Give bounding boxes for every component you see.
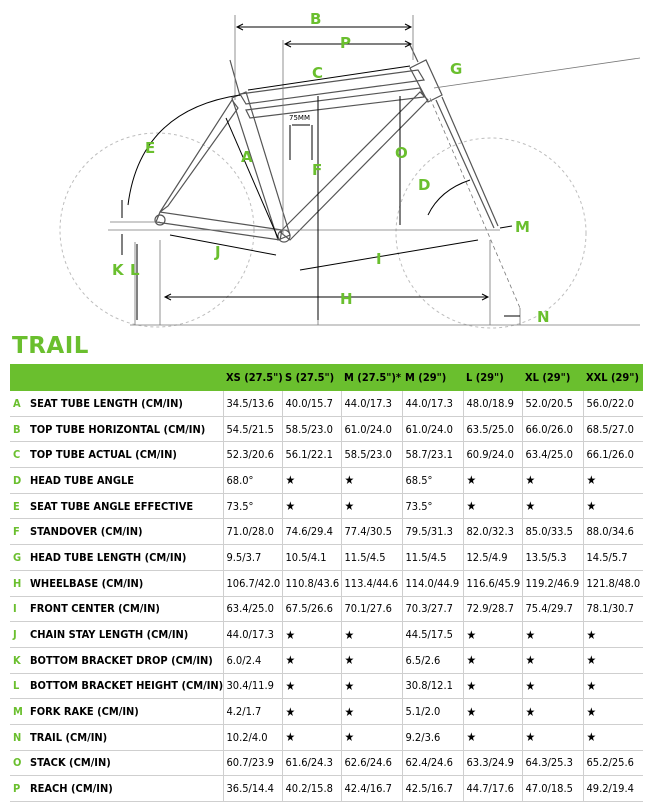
row-value-cell: 68.5/27.0 <box>583 416 643 442</box>
row-value-cell: ★ <box>341 724 402 750</box>
row-value-cell: ★ <box>282 468 341 494</box>
row-value-cell: 42.5/16.7 <box>402 776 463 802</box>
bike-frame <box>155 45 498 242</box>
row-measurement-name: HEAD TUBE ANGLE <box>27 468 223 494</box>
table-row <box>10 545 643 571</box>
label-n: N <box>537 308 550 326</box>
label-c: C <box>312 64 324 82</box>
label-h: H <box>340 290 353 308</box>
front-wheel <box>396 138 586 328</box>
row-value-cell: 42.4/16.7 <box>341 776 402 802</box>
table-row <box>10 750 643 776</box>
row-measurement-name: STACK (CM/IN) <box>27 750 223 776</box>
row-letter: F <box>10 519 27 545</box>
row-value-cell: 74.6/29.4 <box>282 519 341 545</box>
row-value-cell: 61.0/24.0 <box>341 416 402 442</box>
row-letter: I <box>10 596 27 622</box>
table-row <box>10 391 643 416</box>
row-value-cell: 4.2/1.7 <box>223 699 282 725</box>
row-value-cell: ★ <box>463 699 522 725</box>
row-value-cell: 114.0/44.9 <box>402 570 463 596</box>
table-body <box>10 391 643 802</box>
row-value-cell: 5.1/2.0 <box>402 699 463 725</box>
row-value-cell: 58.5/23.0 <box>341 442 402 468</box>
row-measurement-name: REACH (CM/IN) <box>27 776 223 802</box>
row-value-cell: 40.2/15.8 <box>282 776 341 802</box>
row-value-cell: ★ <box>341 622 402 648</box>
row-value-cell: 75.4/29.7 <box>522 596 583 622</box>
row-value-cell: 14.5/5.7 <box>583 545 643 571</box>
row-value-cell: 121.8/48.0 <box>583 570 643 596</box>
row-value-cell: 64.3/25.3 <box>522 750 583 776</box>
header-size-xs: XS (27.5") <box>223 364 282 391</box>
row-value-cell: ★ <box>583 468 643 494</box>
row-value-cell: 52.3/20.6 <box>223 442 282 468</box>
row-measurement-name: TOP TUBE ACTUAL (CM/IN) <box>27 442 223 468</box>
row-value-cell: 34.5/13.6 <box>223 391 282 416</box>
row-value-cell: 116.6/45.9 <box>463 570 522 596</box>
label-i: I <box>376 250 382 268</box>
label-j: J <box>215 243 221 261</box>
row-measurement-name: HEAD TUBE LENGTH (CM/IN) <box>27 545 223 571</box>
row-value-cell: 44.5/17.5 <box>402 622 463 648</box>
row-value-cell: 40.0/15.7 <box>282 391 341 416</box>
table-row <box>10 596 643 622</box>
row-value-cell: 44.0/17.3 <box>341 391 402 416</box>
row-letter: K <box>10 647 27 673</box>
table-row <box>10 647 643 673</box>
row-value-cell: ★ <box>463 673 522 699</box>
row-letter: M <box>10 699 27 725</box>
row-value-cell: 9.2/3.6 <box>402 724 463 750</box>
row-value-cell: 56.1/22.1 <box>282 442 341 468</box>
dimension-note-75mm: 75MM <box>289 114 310 122</box>
row-value-cell: 66.0/26.0 <box>522 416 583 442</box>
row-letter: C <box>10 442 27 468</box>
row-value-cell: ★ <box>341 673 402 699</box>
row-value-cell: ★ <box>522 699 583 725</box>
row-value-cell: 67.5/26.6 <box>282 596 341 622</box>
row-value-cell: ★ <box>282 622 341 648</box>
header-size-xxl: XXL (29") <box>583 364 643 391</box>
row-value-cell: ★ <box>583 724 643 750</box>
row-value-cell: 12.5/4.9 <box>463 545 522 571</box>
row-value-cell: 58.7/23.1 <box>402 442 463 468</box>
row-value-cell: 61.6/24.3 <box>282 750 341 776</box>
table-row <box>10 519 643 545</box>
row-value-cell: ★ <box>583 493 643 519</box>
header-size-m275: M (27.5")* <box>341 364 402 391</box>
table-row <box>10 442 643 468</box>
row-value-cell: 30.4/11.9 <box>223 673 282 699</box>
row-value-cell: ★ <box>522 647 583 673</box>
row-value-cell: 82.0/32.3 <box>463 519 522 545</box>
row-value-cell: 63.5/25.0 <box>463 416 522 442</box>
row-value-cell: ★ <box>583 699 643 725</box>
row-value-cell: ★ <box>583 673 643 699</box>
row-measurement-name: TOP TUBE HORIZONTAL (CM/IN) <box>27 416 223 442</box>
row-value-cell: 113.4/44.6 <box>341 570 402 596</box>
row-value-cell: ★ <box>341 699 402 725</box>
row-value-cell: 6.5/2.6 <box>402 647 463 673</box>
row-value-cell: 85.0/33.5 <box>522 519 583 545</box>
row-measurement-name: FORK RAKE (CM/IN) <box>27 699 223 725</box>
reference-lines <box>108 15 640 325</box>
row-value-cell: ★ <box>282 673 341 699</box>
row-value-cell: 10.5/4.1 <box>282 545 341 571</box>
row-value-cell: ★ <box>463 468 522 494</box>
row-value-cell: 106.7/42.0 <box>223 570 282 596</box>
table-row <box>10 673 643 699</box>
row-value-cell: 73.5° <box>402 493 463 519</box>
row-letter: A <box>10 391 27 416</box>
row-value-cell: 63.3/24.9 <box>463 750 522 776</box>
row-measurement-name: BOTTOM BRACKET DROP (CM/IN) <box>27 647 223 673</box>
label-m: M <box>515 218 530 236</box>
table-row <box>10 570 643 596</box>
table-row <box>10 699 643 725</box>
row-measurement-name: FRONT CENTER (CM/IN) <box>27 596 223 622</box>
row-value-cell: 71.0/28.0 <box>223 519 282 545</box>
row-value-cell: 62.6/24.6 <box>341 750 402 776</box>
row-value-cell: 66.1/26.0 <box>583 442 643 468</box>
row-value-cell: ★ <box>341 647 402 673</box>
row-value-cell: 68.5° <box>402 468 463 494</box>
row-value-cell: ★ <box>522 622 583 648</box>
row-value-cell: 88.0/34.6 <box>583 519 643 545</box>
geometry-table <box>10 364 643 802</box>
row-value-cell: 62.4/24.6 <box>402 750 463 776</box>
row-value-cell: 6.0/2.4 <box>223 647 282 673</box>
row-letter: P <box>10 776 27 802</box>
row-value-cell: 56.0/22.0 <box>583 391 643 416</box>
row-measurement-name: STANDOVER (CM/IN) <box>27 519 223 545</box>
label-b: B <box>310 10 322 28</box>
row-measurement-name: BOTTOM BRACKET HEIGHT (CM/IN) <box>27 673 223 699</box>
header-size-xl: XL (29") <box>522 364 583 391</box>
header-size-m29: M (29") <box>402 364 463 391</box>
row-value-cell: 63.4/25.0 <box>522 442 583 468</box>
row-value-cell: ★ <box>463 622 522 648</box>
row-value-cell: ★ <box>463 647 522 673</box>
label-a: A <box>241 148 253 166</box>
row-value-cell: 30.8/12.1 <box>402 673 463 699</box>
header-size-l: L (29") <box>463 364 522 391</box>
row-value-cell: 44.0/17.3 <box>402 391 463 416</box>
row-value-cell: ★ <box>522 468 583 494</box>
row-measurement-name: SEAT TUBE LENGTH (CM/IN) <box>27 391 223 416</box>
row-value-cell: 10.2/4.0 <box>223 724 282 750</box>
table-row <box>10 493 643 519</box>
label-d: D <box>418 176 431 194</box>
table-header-row <box>10 364 643 391</box>
label-l: L <box>130 261 140 279</box>
header-name <box>27 364 223 391</box>
row-measurement-name: SEAT TUBE ANGLE EFFECTIVE <box>27 493 223 519</box>
row-value-cell: 44.7/17.6 <box>463 776 522 802</box>
row-value-cell: 78.1/30.7 <box>583 596 643 622</box>
table-row <box>10 776 643 802</box>
row-value-cell: 9.5/3.7 <box>223 545 282 571</box>
row-value-cell: ★ <box>522 493 583 519</box>
label-o: O <box>395 144 408 162</box>
table-row <box>10 724 643 750</box>
section-title: TRAIL <box>12 333 89 359</box>
row-value-cell: 73.5° <box>223 493 282 519</box>
row-measurement-name: WHEELBASE (CM/IN) <box>27 570 223 596</box>
row-letter: O <box>10 750 27 776</box>
row-value-cell: 70.3/27.7 <box>402 596 463 622</box>
row-letter: N <box>10 724 27 750</box>
row-value-cell: ★ <box>341 468 402 494</box>
row-value-cell: 110.8/43.6 <box>282 570 341 596</box>
label-g: G <box>450 60 463 78</box>
row-value-cell: ★ <box>463 724 522 750</box>
row-value-cell: ★ <box>522 673 583 699</box>
row-value-cell: ★ <box>583 647 643 673</box>
row-value-cell: 63.4/25.0 <box>223 596 282 622</box>
row-value-cell: 60.7/23.9 <box>223 750 282 776</box>
row-value-cell: ★ <box>522 724 583 750</box>
row-value-cell: ★ <box>583 622 643 648</box>
row-value-cell: ★ <box>341 493 402 519</box>
table-row <box>10 416 643 442</box>
row-value-cell: 72.9/28.7 <box>463 596 522 622</box>
row-measurement-name: CHAIN STAY LENGTH (CM/IN) <box>27 622 223 648</box>
label-e: E <box>145 139 156 157</box>
row-value-cell: 79.5/31.3 <box>402 519 463 545</box>
table-row <box>10 622 643 648</box>
row-value-cell: 68.0° <box>223 468 282 494</box>
row-value-cell: 11.5/4.5 <box>341 545 402 571</box>
row-value-cell: 13.5/5.3 <box>522 545 583 571</box>
row-letter: D <box>10 468 27 494</box>
row-letter: L <box>10 673 27 699</box>
row-value-cell: 52.0/20.5 <box>522 391 583 416</box>
row-value-cell: 48.0/18.9 <box>463 391 522 416</box>
row-value-cell: 36.5/14.4 <box>223 776 282 802</box>
row-letter: J <box>10 622 27 648</box>
label-p: P <box>340 34 351 52</box>
header-letter <box>10 364 27 391</box>
row-value-cell: 58.5/23.0 <box>282 416 341 442</box>
row-value-cell: 65.2/25.6 <box>583 750 643 776</box>
row-measurement-name: TRAIL (CM/IN) <box>27 724 223 750</box>
bike-geometry-diagram <box>0 0 655 330</box>
row-letter: H <box>10 570 27 596</box>
row-value-cell: 119.2/46.9 <box>522 570 583 596</box>
row-value-cell: 47.0/18.5 <box>522 776 583 802</box>
row-value-cell: 49.2/19.4 <box>583 776 643 802</box>
label-f: F <box>312 161 323 179</box>
row-value-cell: 11.5/4.5 <box>402 545 463 571</box>
row-value-cell: ★ <box>282 699 341 725</box>
row-value-cell: 77.4/30.5 <box>341 519 402 545</box>
row-value-cell: ★ <box>282 493 341 519</box>
row-letter: E <box>10 493 27 519</box>
row-value-cell: ★ <box>463 493 522 519</box>
table-row <box>10 468 643 494</box>
row-value-cell: 61.0/24.0 <box>402 416 463 442</box>
row-value-cell: 60.9/24.0 <box>463 442 522 468</box>
row-value-cell: ★ <box>282 724 341 750</box>
row-letter: G <box>10 545 27 571</box>
row-letter: B <box>10 416 27 442</box>
label-k: K <box>112 261 124 279</box>
row-value-cell: ★ <box>282 647 341 673</box>
row-value-cell: 54.5/21.5 <box>223 416 282 442</box>
row-value-cell: 44.0/17.3 <box>223 622 282 648</box>
header-size-s: S (27.5") <box>282 364 341 391</box>
row-value-cell: 70.1/27.6 <box>341 596 402 622</box>
